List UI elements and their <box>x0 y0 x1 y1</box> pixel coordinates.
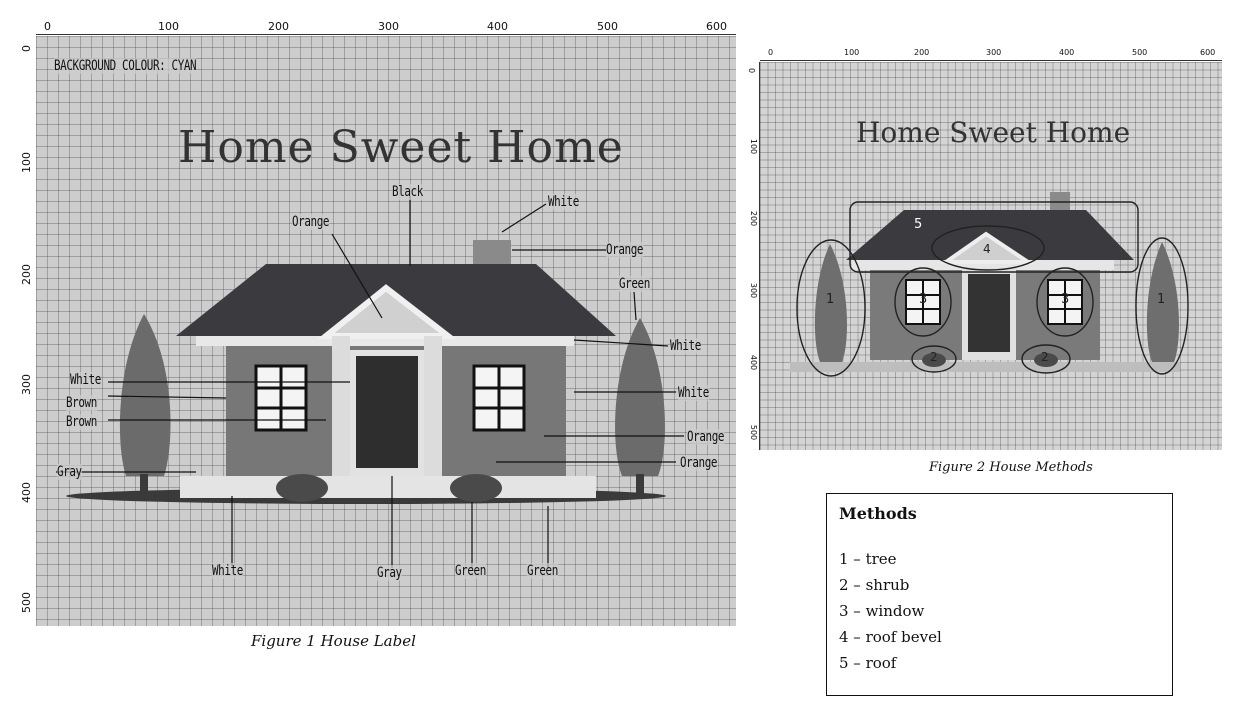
tree-right-trunk <box>636 474 644 494</box>
figure1-caption: Figure 1 House Label <box>251 632 416 650</box>
ruler-x-tick: 300 <box>986 48 1002 57</box>
label-brown-1: Brown <box>66 395 97 411</box>
label-white-right: White <box>678 385 709 401</box>
label-green-bottom-1: Green <box>455 563 486 579</box>
ruler-x-tick: 500 <box>1132 48 1148 57</box>
methods-title: Methods <box>839 504 917 523</box>
tree-left-trunk <box>140 474 148 494</box>
figure2-ruler-y <box>748 62 760 450</box>
label-orange-bevel: Orange <box>292 214 330 230</box>
methods-item: 4 – roof bevel <box>839 628 942 646</box>
marker-tree-right: 1 <box>1157 292 1166 307</box>
ruler-y-tick: 200 <box>749 210 759 227</box>
marker-tree-left: 1 <box>826 292 835 307</box>
ruler-x-tick: 0 <box>44 20 51 33</box>
background-note: BACKGROUND COLOUR: CYAN <box>54 58 197 74</box>
ruler-x-tick: 400 <box>487 20 508 33</box>
ruler-x-tick: 200 <box>914 48 930 57</box>
column-right <box>424 336 442 476</box>
label-white-bottom: White <box>212 563 243 579</box>
ruler-x-tick: 400 <box>1059 48 1075 57</box>
marker-roof-bevel: 4 <box>983 242 991 256</box>
ruler-y-tick: 500 <box>20 592 33 613</box>
label-orange-chimney: Orange <box>606 242 644 258</box>
label-white-left: White <box>70 372 101 388</box>
door <box>968 274 1010 352</box>
ruler-x-tick: 0 <box>768 48 774 57</box>
label-black: Black <box>392 184 423 200</box>
ruler-y-tick: 400 <box>20 482 33 503</box>
marker-window-left: 3 <box>919 292 928 307</box>
chimney <box>473 240 511 264</box>
window-right <box>474 366 524 430</box>
methods-item: 3 – window <box>839 602 925 620</box>
label-orange-right-2: Orange <box>680 455 718 471</box>
marker-roof: 5 <box>914 217 923 232</box>
shrub-left <box>276 474 328 502</box>
ruler-y-tick: 300 <box>20 374 33 395</box>
label-white-eave: White <box>670 338 701 354</box>
label-white-chimney: White <box>548 194 579 210</box>
ruler-x-tick: 500 <box>597 20 618 33</box>
methods-item: 5 – roof <box>839 654 897 672</box>
ruler-x-tick: 200 <box>268 20 289 33</box>
ruler-y-tick: 0 <box>747 67 757 74</box>
figure1-ruler-x <box>36 20 736 35</box>
label-gray-left: Gray <box>57 464 82 480</box>
ruler-y-tick: 500 <box>749 424 759 441</box>
methods-list <box>839 546 942 676</box>
ruler-y-tick: 0 <box>20 45 33 52</box>
figure2-caption: Figure 2 House Methods <box>929 460 1093 475</box>
ruler-x-tick: 600 <box>1200 48 1216 57</box>
ruler-y-tick: 100 <box>20 152 33 173</box>
tree-right <box>615 318 665 476</box>
methods-item: 2 – shrub <box>839 576 910 594</box>
figure1-ruler-y <box>22 36 37 626</box>
ruler-y-tick: 100 <box>749 138 759 155</box>
methods-item: 1 – tree <box>839 550 897 568</box>
marker-shrub-left: 2 <box>930 350 938 364</box>
figure1-title: Home Sweet Home <box>178 122 624 173</box>
marker-window-right: 3 <box>1061 292 1070 307</box>
ruler-x-tick: 600 <box>706 20 727 33</box>
ruler-y-tick: 200 <box>20 264 33 285</box>
ruler-x-tick: 100 <box>844 48 860 57</box>
label-brown-2: Brown <box>66 414 97 430</box>
label-green-tree-right: Green <box>619 276 650 292</box>
label-gray-bottom: Gray <box>377 565 402 581</box>
label-orange-right-1: Orange <box>687 429 725 445</box>
column-left <box>332 336 350 476</box>
ruler-x-tick: 100 <box>158 20 179 33</box>
tree-left <box>120 314 171 476</box>
ruler-y-tick: 300 <box>749 282 759 299</box>
figure2-ruler-x <box>760 48 1222 61</box>
marker-shrub-right: 2 <box>1041 350 1049 364</box>
shrub-right <box>450 474 502 502</box>
door <box>356 356 418 468</box>
methods-legend <box>826 493 1173 696</box>
house-base <box>180 476 596 498</box>
ruler-y-tick: 400 <box>749 354 759 371</box>
figure2-title: Home Sweet Home <box>856 116 1131 149</box>
ruler-x-tick: 300 <box>378 20 399 33</box>
label-green-bottom-2: Green <box>527 563 558 579</box>
